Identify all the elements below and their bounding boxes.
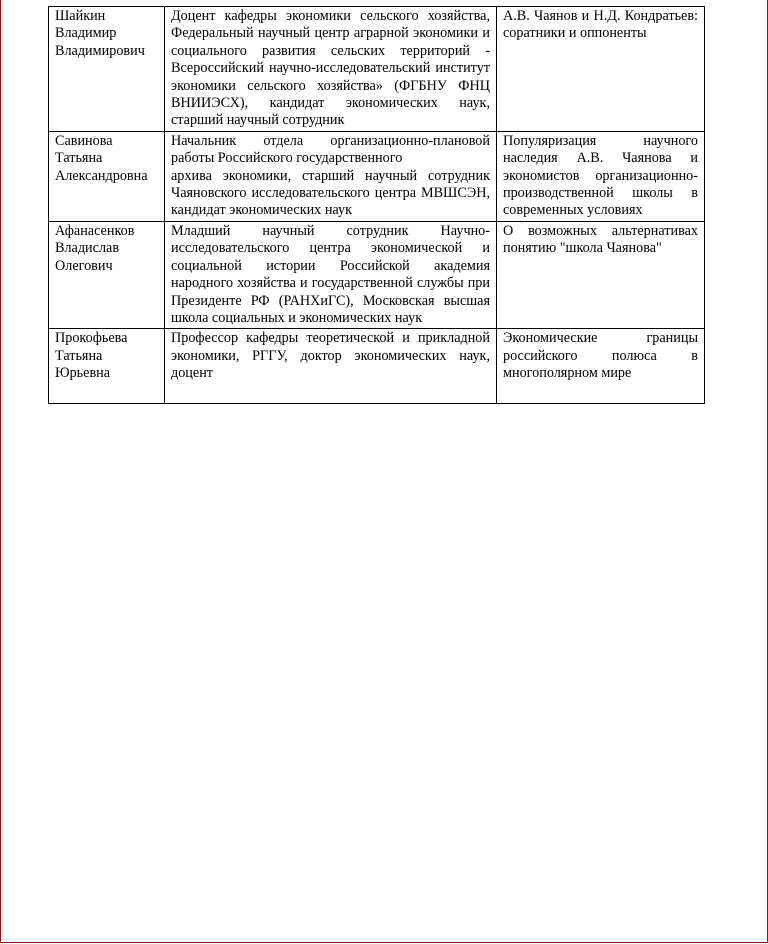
first-name: Владимир	[55, 25, 117, 42]
position-line: работы Российского государственного	[171, 150, 403, 167]
surname: Афанасенков	[55, 222, 135, 239]
report-topic-cell: Популяризация научного наследия А.В. Чаянова и экономистов организационно-производственной школы в современных условиях	[497, 131, 705, 221]
position-line: Начальник отдела организационно-плановой	[171, 132, 490, 149]
report-topic-cell: Экономические границы российского полюса в многополярном мире	[497, 329, 705, 403]
surname: Прокофьева	[55, 330, 128, 347]
participant-name-cell	[49, 329, 165, 403]
participant-name-cell	[49, 7, 165, 132]
surname: Савинова	[55, 132, 113, 149]
participant-position-cell: Младший научный сотрудник Научно-исследовательского центра экономической и социальной истории Российской академия народного хозяйства и государственной службы при Президенте РФ (РАНХиГС), Московская высшая школа социальных и экономических наук	[165, 221, 497, 328]
participant-name-cell	[49, 131, 165, 221]
participant-name-cell	[49, 221, 165, 328]
surname: Шайкин	[55, 8, 106, 24]
position-text: архива экономики, старший научный сотрудник Чаяновского исследовательского центра МВШСЭН, кандидат экономических наук	[171, 167, 490, 219]
table-row	[49, 7, 705, 132]
patronymic: Владимирович	[55, 42, 145, 59]
first-name: Татьяна	[55, 150, 103, 167]
first-name: Владислав	[55, 240, 120, 257]
table-row	[49, 221, 705, 328]
patronymic: Юрьевна	[55, 365, 111, 382]
report-topic-cell: А.В. Чаянов и Н.Д. Кондратьев: соратники и оппоненты	[497, 7, 705, 132]
patronymic: Александровна	[55, 167, 148, 184]
table-row	[49, 329, 705, 403]
report-topic-cell: О возможных альтернативах понятию "школа Чаянова"	[497, 221, 705, 328]
participant-position-cell: Профессор кафедры теоретической и прикладной экономики, РГГУ, доктор экономических наук, доцент	[165, 329, 497, 403]
patronymic: Олегович	[55, 257, 113, 274]
participant-position-cell: Доцент кафедры экономики сельского хозяйства, Федеральный научный центр аграрной экономики и социального развития сельских территорий - Всероссийский научно-исследовательский институт экономики сельского хозяйства» (ФГБНУ ФНЦ ВНИИЭСХ), кандидат экономических наук, старший научный сотрудник	[165, 7, 497, 132]
first-name: Татьяна	[55, 347, 103, 364]
participants-table	[48, 6, 705, 404]
participant-position-cell	[165, 131, 497, 221]
table-row	[49, 131, 705, 221]
